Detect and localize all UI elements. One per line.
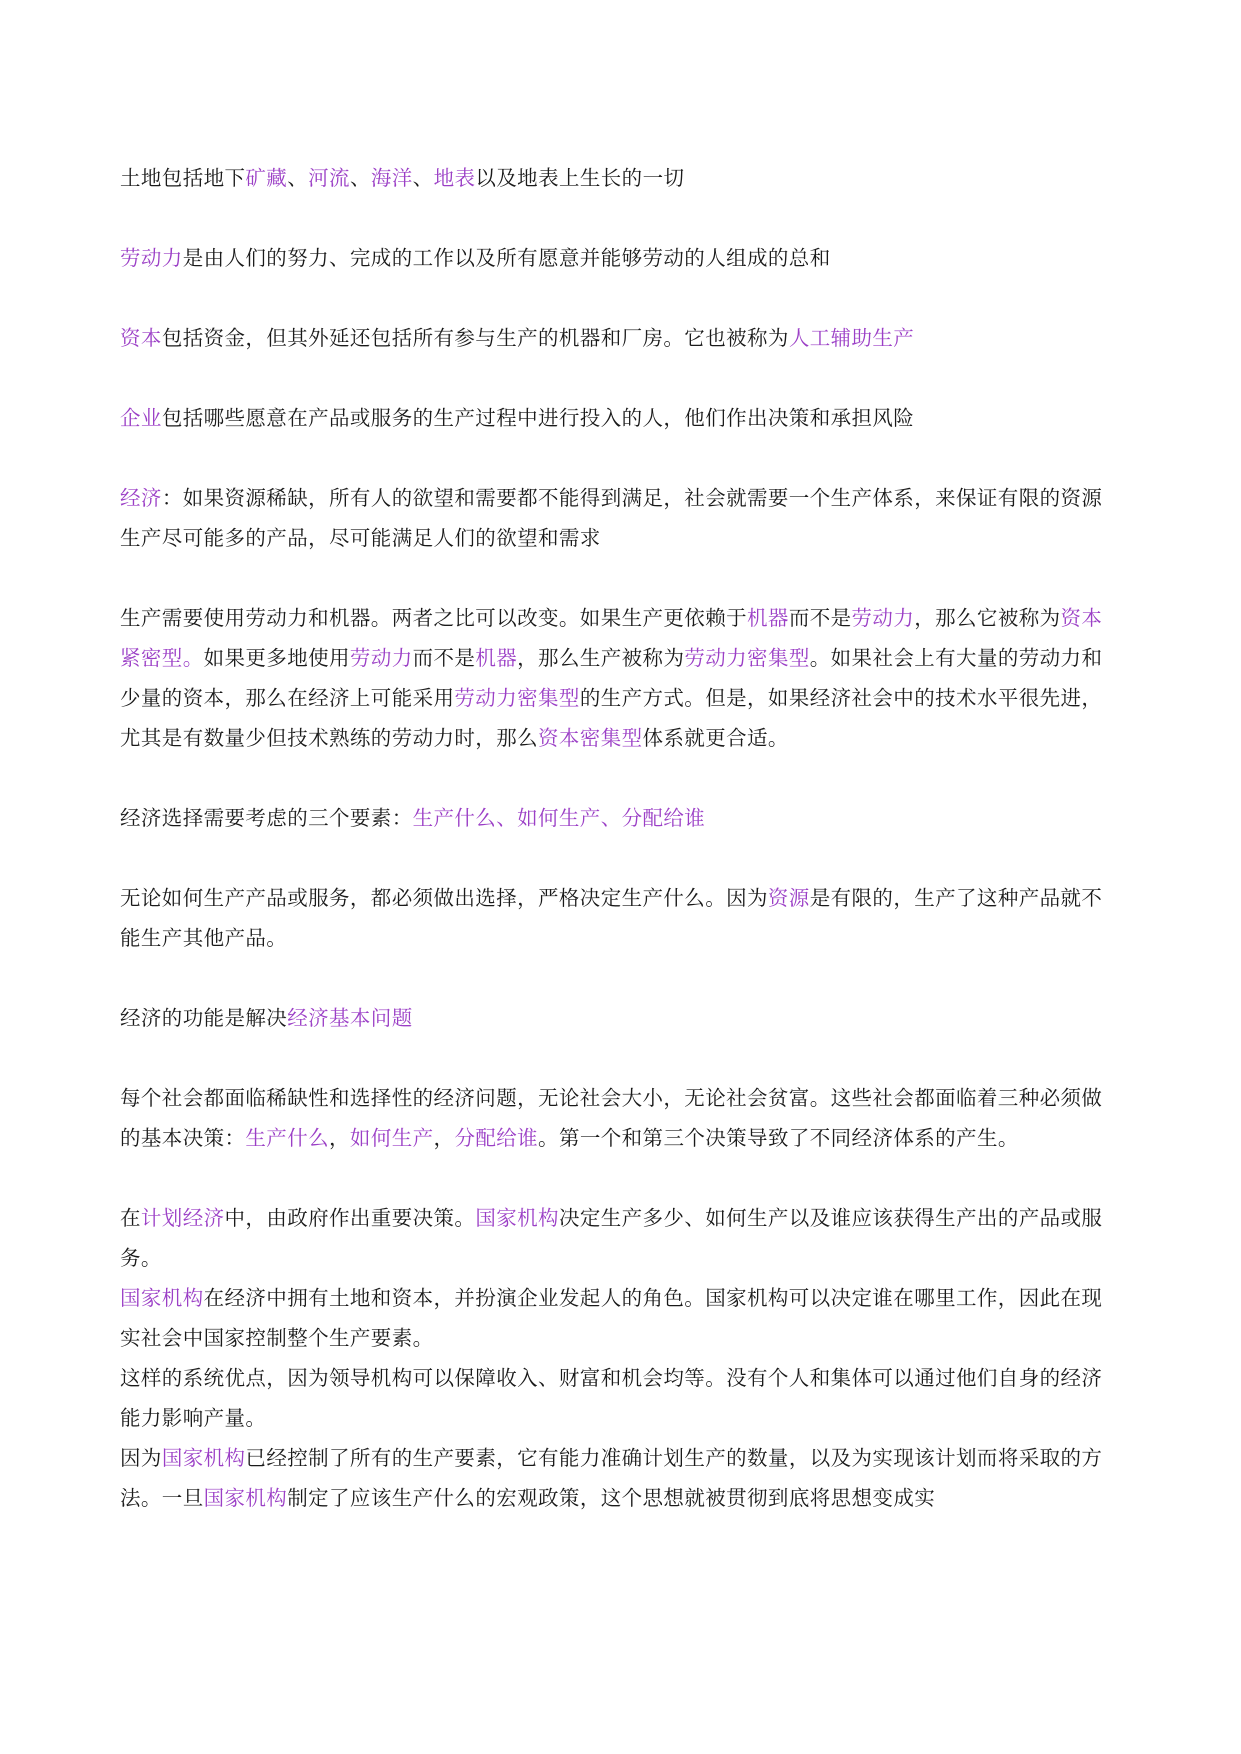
highlighted-term: 机器 bbox=[747, 606, 789, 630]
text-segment: 因为 bbox=[120, 1446, 162, 1470]
highlighted-term: 劳动力 bbox=[851, 606, 915, 630]
highlighted-term: 生产什么 bbox=[245, 1126, 330, 1150]
text-segment: ， bbox=[329, 1126, 350, 1150]
text-segment: 包括哪些愿意在产品或服务的生产过程中进行投入的人，他们作出决策和承担风险 bbox=[161, 406, 915, 430]
highlighted-term: 资本 bbox=[120, 326, 162, 350]
highlighted-term: 矿藏 bbox=[245, 166, 288, 190]
text-segment: 这样的系统优点，因为领导机构可以保障收入、财富和机会均等。没有个人和集体可以通过他们自身的经济能力影响产量。 bbox=[120, 1366, 1103, 1430]
paragraph bbox=[120, 998, 1120, 1038]
text-segment: ：如果资源稀缺，所有人的欲望和需要都不能得到满足，社会就需要一个生产体系，来保证有限的资源生产尽可能多的产品，尽可能满足人们的欲望和需求 bbox=[120, 486, 1103, 550]
text-segment: 、 bbox=[349, 166, 371, 190]
text-segment: 经济的功能是解决 bbox=[120, 1006, 288, 1030]
highlighted-term: 资源 bbox=[767, 886, 810, 910]
text-segment: 、 bbox=[412, 166, 434, 190]
highlighted-term: 如何生产 bbox=[349, 1126, 434, 1150]
text-segment: 如果更多地使用 bbox=[203, 646, 350, 670]
text-segment: 无论如何生产产品或服务，都必须做出选择，严格决定生产什么。因为 bbox=[120, 886, 768, 910]
text-segment: 体系就更合适。 bbox=[642, 726, 789, 750]
text-segment: 中，由政府作出重要决策。 bbox=[224, 1206, 476, 1230]
text-segment: 。第一个和第三个决策导致了不同经济体系的产生。 bbox=[538, 1126, 1019, 1150]
highlighted-term: 劳动力 bbox=[349, 646, 413, 670]
paragraph bbox=[120, 158, 1120, 198]
highlighted-term: 经济基本问题 bbox=[287, 1006, 413, 1030]
highlighted-term: 分配给谁 bbox=[454, 1126, 539, 1150]
text-segment: 土地包括地下 bbox=[120, 166, 246, 190]
highlighted-term: 生产什么、如何生产、分配给谁 bbox=[412, 806, 706, 830]
paragraph bbox=[120, 798, 1120, 838]
highlighted-term: 河流 bbox=[308, 166, 350, 190]
paragraph bbox=[120, 478, 1120, 558]
text-segment: 在经济中拥有土地和资本，并扮演企业发起人的角色。国家机构可以决定谁在哪里工作，因此在现实社会中国家控制整个生产要素。 bbox=[120, 1286, 1103, 1350]
text-segment: 每个社会都面临稀缺性和选择性的经济问题，无论社会大小，无论社会贫富。这些社会都面临着三种必须做的基本决策： bbox=[120, 1086, 1103, 1150]
highlighted-term: 劳动力密集型 bbox=[684, 646, 810, 670]
paragraph bbox=[120, 1198, 1120, 1278]
highlighted-term: 国家机构 bbox=[475, 1206, 559, 1230]
paragraph bbox=[120, 1358, 1120, 1438]
highlighted-term: 经济 bbox=[120, 486, 162, 510]
paragraph bbox=[120, 1278, 1120, 1358]
highlighted-term: 海洋 bbox=[370, 166, 413, 190]
text-segment: ，那么它被称为 bbox=[914, 606, 1061, 630]
paragraph bbox=[120, 318, 1120, 358]
text-segment: 是有限的，生产了这种产品就不能生产其他产品。 bbox=[120, 886, 1103, 950]
paragraph bbox=[120, 1078, 1120, 1158]
highlighted-term: 地表 bbox=[433, 166, 476, 190]
highlighted-term: 国家机构 bbox=[161, 1446, 246, 1470]
text-segment: 而不是 bbox=[412, 646, 476, 670]
text-segment: 包括资金，但其外延还包括所有参与生产的机器和厂房。它也被称为 bbox=[161, 326, 789, 350]
text-segment: 在 bbox=[120, 1206, 141, 1230]
text-segment: 的生产方式。但是，如果经济社会中的技术水平很先进，尤其是有数量少但技术熟练的劳动力时，那么 bbox=[120, 686, 1103, 750]
highlighted-term: 资本密集型 bbox=[538, 726, 643, 750]
text-segment: 以及地表上生长的一切 bbox=[475, 166, 685, 190]
highlighted-term: 劳动力密集型 bbox=[454, 686, 580, 710]
highlighted-term: 劳动力 bbox=[120, 246, 183, 270]
highlighted-term: 计划经济 bbox=[140, 1206, 225, 1230]
text-segment: 制定了应该生产什么的宏观政策，这个思想就被贯彻到底将思想变成实 bbox=[287, 1486, 936, 1510]
text-segment: 决定生产多少、如何生产以及谁应该获得生产出的产品或服务。 bbox=[120, 1206, 1103, 1270]
text-segment: 而不是 bbox=[788, 606, 852, 630]
text-segment: ， bbox=[433, 1126, 455, 1150]
highlighted-term: 资本紧密型。 bbox=[120, 606, 1103, 670]
paragraph bbox=[120, 598, 1120, 758]
document-body bbox=[120, 158, 1120, 1518]
text-segment: 生产需要使用劳动力和机器。两者之比可以改变。如果生产更依赖于 bbox=[120, 606, 747, 630]
text-segment: 是由人们的努力、完成的工作以及所有愿意并能够劳动的人组成的总和 bbox=[182, 246, 831, 270]
text-segment: 、 bbox=[287, 166, 309, 190]
text-segment: ，那么生产被称为 bbox=[517, 646, 685, 670]
paragraph bbox=[120, 1438, 1120, 1518]
paragraph bbox=[120, 878, 1120, 958]
highlighted-term: 企业 bbox=[120, 406, 162, 430]
highlighted-term: 人工辅助生产 bbox=[788, 326, 915, 350]
text-segment: 经济选择需要考虑的三个要素： bbox=[120, 806, 413, 830]
highlighted-term: 机器 bbox=[475, 646, 518, 670]
highlighted-term: 国家机构 bbox=[120, 1286, 204, 1310]
paragraph bbox=[120, 238, 1120, 278]
text-segment: 。如果社会上有大量的劳动力和少量的资本，那么在经济上可能采用 bbox=[120, 646, 1103, 710]
text-segment: 已经控制了所有的生产要素，它有能力准确计划生产的数量，以及为实现该计划而将采取的方法。一旦 bbox=[120, 1446, 1103, 1510]
highlighted-term: 国家机构 bbox=[203, 1486, 288, 1510]
paragraph bbox=[120, 398, 1120, 438]
